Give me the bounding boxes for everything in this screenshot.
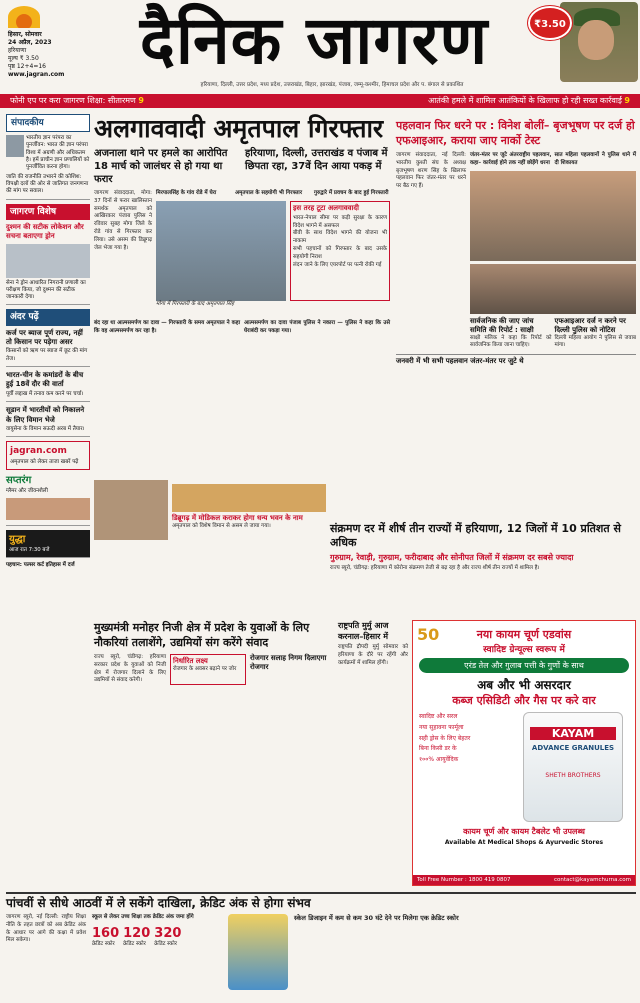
credit-score-3: 320 (154, 925, 182, 941)
saptrang-box[interactable] (6, 474, 90, 526)
wrestlers-box1: जंतर-मंतर पर जुटे अंतरराष्ट्रीय पहलवान, कहा– कार्रवाई होने तक नहीं छोड़ेंगे धरना (470, 152, 552, 166)
special-text: सेना ने ड्रोन आधारित निगरानी प्रणाली का परीक्षण किया, जो दुश्मन की सटीक जानकारी देगा। (6, 279, 86, 301)
header-left-info (8, 6, 104, 80)
credit-label-2: क्रेडिट स्कोर (123, 940, 146, 947)
inside-1-title[interactable]: कर्ज पर ब्याज पूर्ण राज्य, नहीं तो किसान पर पड़ेगा असर (6, 328, 83, 346)
lead-body2: बंद रहा था आत्मसमर्पण का दावा — गिरफ्तारी के समय अमृतपाल ने कहा कि वह आत्मसमर्पण कर रहा है। (94, 320, 240, 334)
ad-anniv-badge: 50 (417, 625, 440, 644)
editorial-q: जाति की राजनीति उभारने की कोशिश: विपक्षी दलों की ओर से जातिगत जनगणना की मांग पर सवाल। (6, 173, 89, 195)
cm-story (94, 620, 334, 880)
special-box (6, 223, 90, 306)
kayam-product-jar (523, 712, 623, 822)
header-price: मूल्य ₹ 3.50 (8, 55, 39, 63)
lead-box-title: इस तरह टूटा अलगाववादी (293, 203, 359, 212)
president-story (338, 620, 408, 667)
lead-box-item2: बीवी के साथ विदेश भागने की योजना भी नाकाम (293, 230, 387, 245)
ad-maker: SHETH BROTHERS (545, 772, 601, 779)
lead-bullet3: गुरुद्वारे में प्रवचन के बाद हुई गिरफ्तारी (314, 190, 389, 196)
inside-item-2[interactable] (6, 371, 90, 402)
lead-photo-caption: मोगा में गिरफ्तारी के बाद अमृतपाल सिंह (156, 300, 235, 307)
photo2-text: अमृतपाल को विशेष विमान से असम ले जाया गया। (172, 523, 271, 529)
ad-stores: Available At Medical Shops & Ayurvedic Stores (444, 839, 604, 846)
teaser-left[interactable]: फोनी एप पर करा जागरण शिक्षा: सीतारमण (10, 96, 136, 105)
lead-box (290, 201, 390, 301)
ad-email[interactable]: contact@kayamchurna.com (553, 877, 631, 883)
covid-story (330, 522, 636, 573)
cm-box-title: निर्धारित लक्ष्य (173, 657, 208, 665)
jagran-site-label[interactable]: jagran.com (10, 446, 67, 457)
ad-top-line: नया कायम चूर्ण एडवांस (476, 628, 572, 641)
teaser-left-page: 9 (138, 96, 144, 105)
editorial-head: संपादकीय (6, 114, 90, 132)
editorial-text: भारतीय ज्ञान परंपरा का पुनर्जीवन: भारत की ज्ञान परंपरा विश्व में अग्रणी और अधिकतम है। हमें प्राचीन ज्ञान प्रणालियों को पुनर्जीवित करना होगा। (26, 135, 90, 171)
special-title[interactable]: दुश्मन की सटीक लोकेशन और सचना बताएगा ड्रोन (6, 222, 84, 241)
kayam-ad[interactable] (412, 620, 636, 886)
dibrugarh-photo (172, 484, 326, 512)
soldier-photo (560, 2, 638, 82)
ad-brand: KAYAM (530, 727, 616, 740)
saptrang-head: सप्तरंग (6, 474, 32, 486)
credit-score-1: 160 (92, 925, 120, 941)
dibrugarh-box (172, 484, 326, 531)
wrestlers-body: जागरण संवाददाता, नई दिल्ली: भारतीय कुश्ती संघ के अध्यक्ष बृजभूषण शरण सिंह के खिलाफ पहलवान फिर जंतर-मंतर पर धरने पर बैठ गए हैं। (396, 152, 466, 190)
inside-2-title[interactable]: भारत-चीन के कमांडरों के बीच हुई 18वें दौर की वार्ता (6, 371, 84, 389)
cm-headline[interactable]: मुख्यमंत्री मनोहर निजी क्षेत्र में प्रदेश के युवाओं के लिए नौकरियां तलाशेंगे, उद्यमियों संग करेंगे संवाद (94, 621, 310, 649)
lead-story (94, 114, 390, 314)
teaser-right[interactable]: आतंकी हमले में शामिल आतंकियों के खिलाफ हो रही सख्त कार्रवाई (428, 96, 622, 105)
inside-1-text: किसानों को ऋण पर ब्याज में छूट की मांग तेज। (6, 348, 88, 362)
left-column (6, 114, 90, 889)
lead-box-item4: लंदन जाने के लिए एयरपोर्ट पर पत्नी रोकी गई (293, 261, 382, 268)
ad-feat1: स्वादिष्ट और सरल (419, 713, 458, 720)
editorial-author-photo (6, 135, 24, 157)
yuddh-head: युद्धा (9, 533, 26, 545)
bottom-sub2: स्केल डिजाइन में कम से कम 30 घंटे देने पर मिलेगा एक क्रेडिट स्कोर (294, 914, 459, 922)
ad-main: अब और भी असरदार (477, 678, 571, 692)
ad-main2: कब्ज एसिडिटी और गैस पर करे वार (452, 694, 596, 707)
yuddh-box[interactable] (6, 530, 90, 559)
cm-sub: रोजगार सलाह निगम दिलाएगा रोजगार (250, 654, 327, 671)
jantar-strip: जनवरी में भी सभी पहलवान जंतर-मंतर पर जुटे थे (396, 354, 636, 366)
lead-box-item3: सभी पहचानों को गिरफ्तार के बाद उसके सहयोगी निराश (293, 246, 387, 260)
jagran-sun-logo-icon (8, 6, 40, 28)
report-title[interactable]: सार्वजनिक की जाए जांच समिति की रिपोर्ट : साक्षी (470, 316, 534, 334)
wrestlers-box2: सात महिला पहलवानों ने पुलिस थाने में दी शिकायत (554, 152, 636, 166)
inside-item-1[interactable] (6, 329, 90, 367)
inside-3-text: वायुसेना के विमान सऊदी अरब में तैयार। (6, 426, 85, 433)
saptrang-photo (6, 498, 90, 520)
covid-headline[interactable]: संक्रमण दर में शीर्ष तीन राज्यों में हरियाणा, 12 जिलों में 10 प्रतिशत से अधिक (330, 522, 621, 549)
inside-3-title[interactable]: सूडान में भारतीयों को निकालने के लिए विमान भेजे (6, 406, 85, 424)
inside-head: अंदर पढ़ें (6, 309, 90, 325)
lead-box-item1: भारत-नेपाल सीमा पर कड़ी सुरक्षा के कारण विदेश भागने में असफल (293, 214, 387, 229)
price-badge: ₹3.50 (528, 6, 572, 40)
bottom-note: पहचान: पल्सर कर्ट इतिहास में दर्ज (6, 562, 75, 569)
wrestlers-headline[interactable]: पहलवान फिर धरने पर : विनेश बोलीं– बृजभूषण पर दर्ज हो एफआइआर, कराया जाए नार्को टेस्ट (396, 119, 635, 147)
header-city: हिसार, सोमवार (8, 31, 42, 38)
bottom-body: जागरण ब्यूरो, नई दिल्ली: राष्ट्रीय शिक्षा नीति के तहत छात्रों को अब क्रेडिट अंक के आधार पर आगे की कक्षा में प्रवेश मिल सकेगा। (6, 914, 86, 944)
header-pages: पृष्ठ 12+4=16 (8, 63, 46, 71)
inside-2-text: पूर्वी लद्दाख में तनाव कम करने पर चर्चा। (6, 390, 84, 397)
prez-text: राष्ट्रपति द्रौपदी मुर्मु सोमवार को हरियाणा के दौरे पर रहेंगी और कार्यक्रमों में शामिल होंगी। (338, 644, 408, 666)
fir-text: दिल्ली महिला आयोग ने पुलिस से जवाब मांगा। (554, 334, 636, 349)
jagran-site-text: अमृतपाल को लेकर ताजा खबरें पढ़ें (10, 458, 79, 465)
saptrang-text: ग्लैमर और जीवनशैली (6, 488, 48, 495)
ad-phone[interactable]: Toll Free Number : 1800 419 0807 (417, 877, 511, 883)
ad-tagline: कायम चूर्ण और कायम टैबलेट भी उपलब्ध (463, 827, 585, 836)
credit-label-1: क्रेडिट स्कोर (92, 940, 115, 947)
covid-sub: गुरुग्राम, रेवाड़ी, गुरुग्राम, फरीदाबाद और सोनीपत जिलों में संक्रमण दर सबसे ज्यादा (330, 553, 574, 562)
report-text: साक्षी मलिक ने कहा कि रिपोर्ट को सार्वजनिक किया जाना चाहिए। (470, 334, 552, 349)
ad-feat5: १००% आयुर्वेदिक (419, 756, 459, 764)
credit-score-2: 120 (123, 925, 151, 941)
masthead: दैनिक जागरण (139, 1, 489, 79)
drone-photo (6, 244, 90, 278)
cm-box (170, 654, 246, 685)
lead-body3: आत्मसमर्पण का दावा पंजाब पुलिस ने नकारा — पुलिस ने कहा कि उसे घेराबंदी कर पकड़ा गया। (244, 320, 390, 334)
vinesh-photo (470, 264, 636, 314)
special-head: जागरण विशेष (6, 204, 90, 220)
top-teaser-bar[interactable] (0, 94, 640, 108)
bottom-headline[interactable]: पांचवीं से सीधे आठवीं में ले सकेंगे दाखिला, क्रेडिट अंक से होगा संभव (6, 896, 311, 910)
header-website[interactable]: www.jagran.com (8, 71, 65, 79)
middle-photo-1 (94, 480, 168, 540)
ad-banner: एरंड तेल और गुलाब पत्ती के गुणों के साथ (419, 658, 629, 673)
inside-item-3[interactable] (6, 406, 90, 437)
ad-feat3: सही ड्रोस के लिए बेहतर (419, 734, 471, 742)
wrestlers-story (396, 118, 636, 478)
editorial-box (6, 135, 90, 199)
lead-sub2: हरियाणा, दिल्ली, उत्तराखंड व पंजाब में छिपता रहा, 37वें दिन आया पकड़ में (245, 148, 388, 172)
editions-line: हरियाणा, दिल्ली, उत्तर प्रदेश, मध्य प्रदेश, उत्तराखंड, बिहार, झारखंड, पंजाब, जम्मू-कश्मीर, हिमाचल प्रदेश और प. बंगाल से प्रकाशित (200, 82, 464, 88)
lead-body1: जागरण संवाददाता, मोगा: 37 दिनों से फरार खालिस्तान समर्थक अमृतपाल को आखिरकार पंजाब पुलिस ने रविवार सुबह मोगा जिले के रोडे गांव से गिरफ्तार कर लिया। उसे असम की डिब्रूगढ़ जेल भेजा गया है। (94, 190, 152, 251)
covid-text: राज्य ब्यूरो, चंडीगढ़: हरियाणा में कोरोना संक्रमण तेजी से बढ़ रहा है और राज्य शीर्ष तीन राज्यों में शामिल है। (330, 565, 540, 571)
header-date: 24 अप्रैल, 2023 (8, 39, 52, 47)
lead-sub1: अजनाला थाने पर हमले का आरोपित 18 मार्च को जालंधर से हो गया था फरार (94, 148, 228, 185)
credit-label-3: क्रेडिट स्कोर (154, 940, 177, 947)
teaser-right-page: 9 (624, 96, 630, 105)
ad-feat2: नया सुहावना फार्मूला (419, 723, 464, 731)
header-edition: हरियाणा (8, 47, 27, 55)
lead-headline[interactable]: अलगाववादी अमृतपाल गिरफ्तार (94, 114, 384, 143)
lead-bullet1: मिरपालसिंह के गांव रोडे में घेरा (156, 190, 217, 196)
tv-text: आज रात 7:30 बजे (9, 547, 50, 554)
photo2-title[interactable]: डिब्रूगढ़ में मोडिकल कराकर होगा धन्य भवन के नाम (172, 514, 303, 522)
bottom-story (6, 892, 636, 1000)
ad-feat4: बिना किसी डर के (419, 745, 457, 753)
ad-product: ADVANCE GRANULES (531, 744, 615, 752)
jagran-site-box[interactable] (6, 441, 90, 469)
fir-title[interactable]: एफआइआर दर्ज न करने पर दिल्ली पुलिस को नोटिस (554, 316, 626, 334)
lead-bullet2: अमृतपाल के सहयोगी भी गिरफ्तार (235, 190, 303, 196)
lead-continued (94, 320, 390, 336)
bottom-sub1: स्कूल से लेकर उच्च शिक्षा तक क्रेडिट अंक जमा होंगे (92, 914, 194, 920)
amritpal-arrest-photo (156, 201, 286, 301)
cm-box-item: रोजगार के अवसर बढ़ाने पर जोर (173, 666, 237, 672)
student-illustration (228, 914, 288, 990)
ad-top-line2: स्वादिष्ट ग्रेन्यूल्स स्वरूप में (483, 645, 565, 655)
prez-headline[interactable]: राष्ट्रपति मुर्मु आज करनाल–हिसार में (338, 621, 389, 641)
wrestlers-photo (470, 171, 636, 261)
cm-text: राज्य ब्यूरो, चंडीगढ़: हरियाणा सरकार प्रदेश के युवाओं को निजी क्षेत्र में रोजगार दिलाने के लिए उद्यमियों से संवाद करेगी। (94, 654, 166, 684)
